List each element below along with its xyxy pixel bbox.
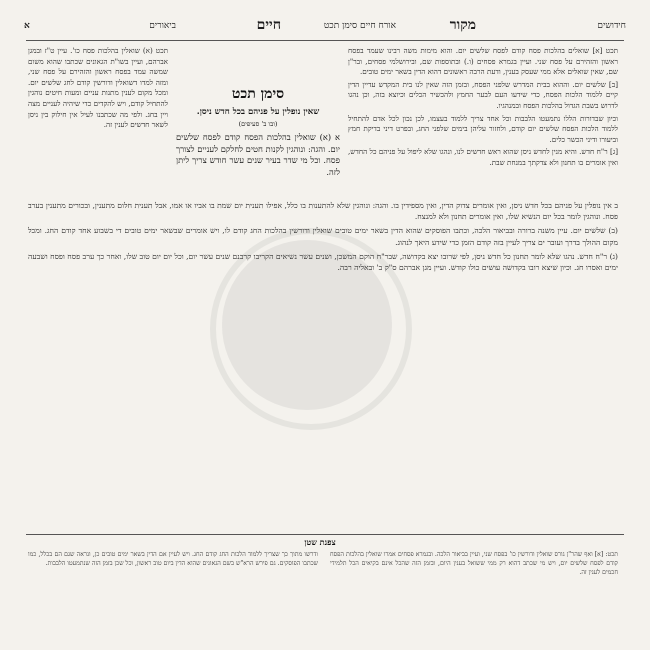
page-number: א bbox=[24, 21, 30, 31]
header-left-label: ביאורים bbox=[149, 21, 176, 31]
footer-title: צפנת שטן bbox=[304, 537, 336, 547]
header-title-right: מקור bbox=[449, 17, 476, 33]
section-body: א (א) שואלין בהלכות הפסח קודם לפסח שלשים יום. והגה: ונוהגין לקנות חטים לחלקם לעניים לצורך פסח. וכל מי שדר בעיר שנים עשר חודש צריך ליתן לזה. bbox=[176, 132, 340, 177]
main-para-2: (ב) שלשים יום. עיין משנה ברורה ובביאור הלכה, וכתבו הפוסקים שהוא הדין בשאר ימים טובים שואלין ודורשין בהלכות החג קודם לו, ויש אומרים שבשאר ימים טובים די בשבוע אחד קודם החג. ומכל מקום ההולך בדרך ועובר ים צריך לעיין בזה קודם הזמן כדי שידע היאך לנהוג. bbox=[28, 226, 618, 247]
header-rule bbox=[26, 40, 624, 41]
footer-left-column: ודרשו מתוך כך שצריך ללמוד הלכות החג קודם החג. ויש לעיין אם הדין בשאר ימים טובים כן, ונראה שגם הם בכלל, כמו שכתבו הפוסקים. גם פירש הרא"ש בשם הגאונים שהוא הדין ביום טוב ראשון, וכל שכן בזמן הזה שנתמעטו הלבבות. bbox=[28, 551, 318, 568]
section-subnote: (ובו ב' סעיפים) bbox=[238, 120, 278, 128]
right-para-3: וכיון שבדורות הללו נתמעטו הלבבות וכל אחד צריך ללמוד בעצמו, לכן נכון לכל אדם להתחיל ללמוד הלכות הפסח שלשים יום קודם, ולחזור עליהן בימים שלפני החג, ובפרט דיני בדיקת חמץ וביעורו ודיני הכשר כלים. bbox=[348, 113, 618, 144]
header-right-label: חידושים bbox=[597, 21, 626, 31]
section-title: סימן תכט bbox=[231, 86, 285, 102]
right-para-4: [ג] ר"ח חדש. והיא מנין לחדש ניסן שהוא ראש חדשים לנו, ונהגו שלא ליפול על פניהם כל החדש, ואין אומרים בו תחנון ולא צדקתך במנחת שבת. bbox=[348, 147, 618, 167]
main-text bbox=[28, 200, 618, 530]
right-para-2: [ב] שלשים יום. וההוא בבית המדרש שלפני הפסח, ובזמן הזה שאין לנו בית המקדש עדיין הדין קיים ללמוד הלכות הפסח, כדי שידעו העם לבער החמץ ולהכשיר הכלים וכיוצא בזה, וכן נהגו לדרוש בשבת הגדול בהלכות הפסח ובמנהגיו. bbox=[348, 79, 618, 110]
page-header bbox=[24, 17, 626, 38]
main-para-3: (ג) ר"ח חדש. נהגו שלא לומר תחנון כל חדש ניסן, לפי שרובו יצא בקדושה, שבר"ח הוקם המשכן, ושנים עשר נשיאים הקריבו קרבנם שנים עשר יום, וכל יום יום טוב שלו, ואחר כך ערב פסח ופסח ושבעה ימים ואסרו חג. וכיון שיצא רובו בקדושה עושים כולו קודש. ועיין מגן אברהם ס"ק ב' ובאליה רבה. bbox=[28, 251, 618, 273]
footer-right-column: תכט: [א] ואף שהר"ן גורס שואלין ודורשין כו' בפסח שני, ועיין בביאור הלכה. ובגמרא פסחים אמרו שואלין בהלכות הפסח קודם לפסח שלשים יום, ויש מי שכתב דהוא רק ממי ששואל בענין היום, ובזמן הזה שהכל אינם בקיאים הכל תלמידי חכמים לענין זה. bbox=[330, 551, 618, 577]
footer-rule bbox=[26, 534, 624, 535]
section-subtitle: שאין נופלין על פניהם בכל חדש ניסן. bbox=[196, 107, 320, 117]
main-para-1: ב אין נופלין על פניהם בכל חדש ניסן, ואין אומרים צדוק הדין, ואין מספידין בו. והגה: ונוהגין שלא להתענות בו כלל, אפילו תענית יום שמת בו אביו או אמו, אבל תענית חלום מתענין, ובכורים מתענין בערב פסח. ונוהגין לומר בכל יום הנשיא שלו, ואין אומרים תחנון ולא למנצח. bbox=[28, 201, 618, 222]
header-center-label: אורח חיים סימן תכט bbox=[323, 21, 396, 31]
left-para-1: תכט (א) שואלין בהלכות פסח כו'. עיין ט"ז ובמגן אברהם, ועיין בשו"ת הגאונים שכתבו שהוא משום שמשה עמד בפסח ראשון והזהירם על פסח שני, ומזה למדו דשואלין ודורשין קודם לחג שלשים יום. ומכל מקום לענין מתנות עניים ומעות חיטים נוהגין להתחיל קודם, ויש להקדים כדי שיהיה לעניים מצה ויין בחג. ולפי מה שכתבנו לעיל אין חילוק בין ניסן לשאר חדשים לענין זה. bbox=[28, 46, 168, 130]
header-title-left: חיים bbox=[256, 17, 281, 33]
left-column bbox=[28, 46, 168, 186]
right-para-1: תכט [א] שואלים בהלכות פסח קודם לפסח שלשים יום. והוא מימות משה רבינו שעמד בפסח ראשון והזהירם על פסח שני. ועיין בגמרא פסחים (ו.) ובתוספות שם, ובירושלמי פסחים, ובר"ן שם, שאין שואלים אלא ממי שעסק בענין, ודעת הרבה ראשונים דהוא הדין בשאר ימים טובים. bbox=[348, 46, 618, 77]
